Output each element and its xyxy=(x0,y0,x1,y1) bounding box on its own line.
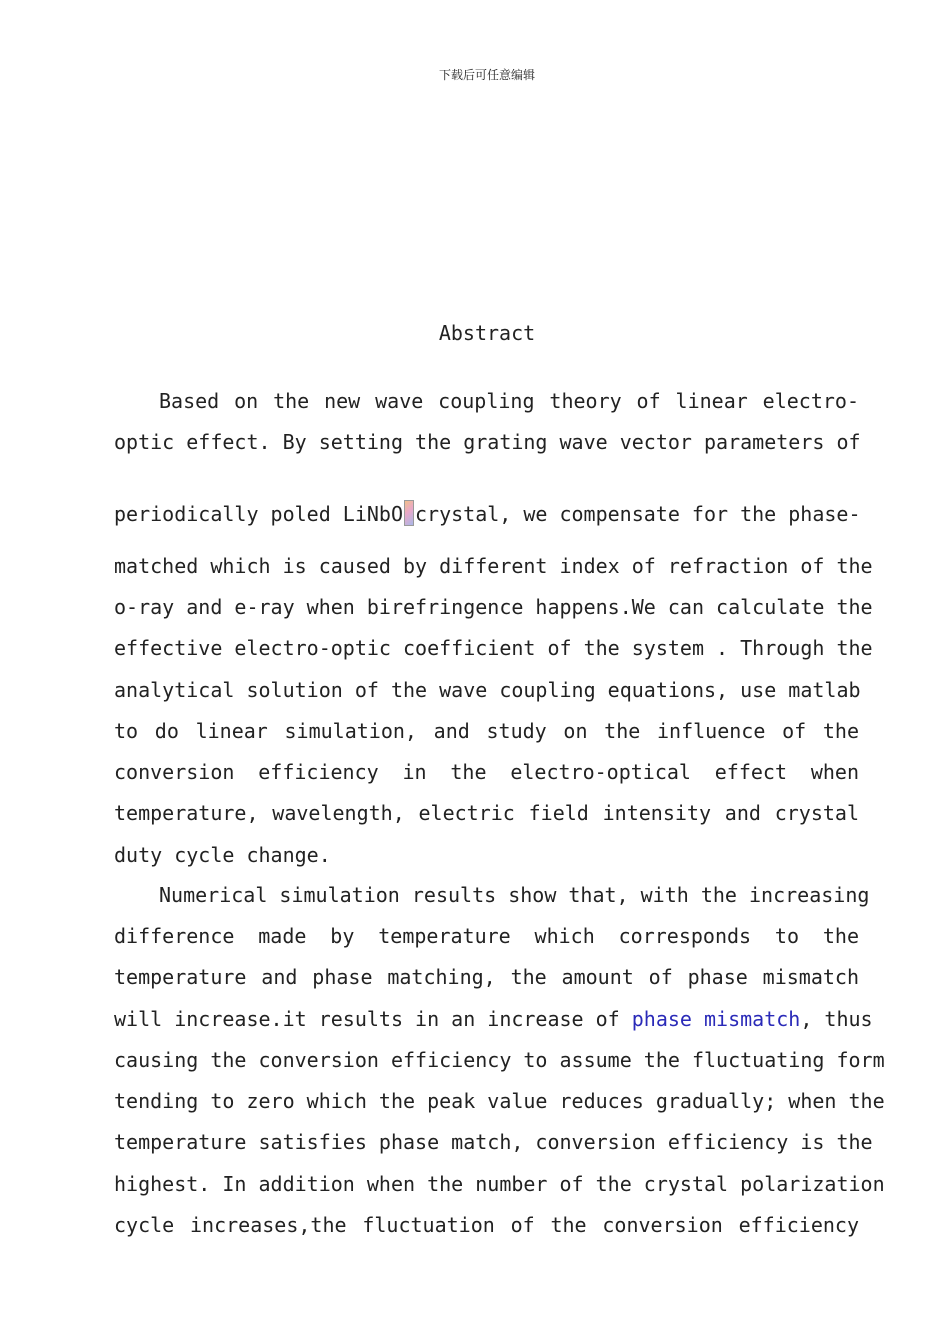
paragraph-line: Numerical simulation results show that, with the increasing xyxy=(159,883,870,907)
page-header-note: 下载后可任意编辑 xyxy=(438,68,535,82)
phase-mismatch-link[interactable]: phase mismatch xyxy=(631,1007,801,1031)
paragraph-line: cycle increases,the fluctuation of the conversion efficiency xyxy=(114,1213,859,1237)
paragraph-line: temperature and phase matching, the amount of phase mismatch xyxy=(114,965,859,989)
paragraph-line: o-ray and e-ray when birefringence happens.We can calculate the xyxy=(114,595,873,619)
paragraph-line: to do linear simulation, and study on the influence of the xyxy=(114,719,859,743)
paragraph-line: conversion efficiency in the electro-optical effect when xyxy=(114,760,859,784)
abstract-title: Abstract xyxy=(438,321,536,345)
line-text: periodically poled LiNbO xyxy=(114,502,403,526)
paragraph-line: Based on the new wave coupling theory of linear electro- xyxy=(159,389,859,413)
paragraph-line: temperature, wavelength, electric field intensity and crystal xyxy=(114,801,859,825)
line-text: crystal, we compensate for the phase- xyxy=(414,502,861,526)
paragraph-line: optic effect. By setting the grating wave vector parameters of xyxy=(114,430,861,454)
paragraph-line xyxy=(114,500,859,526)
paragraph-line: duty cycle change. xyxy=(114,843,331,867)
paragraph-line: difference made by temperature which corresponds to the xyxy=(114,924,859,948)
paragraph-line xyxy=(114,1006,873,1032)
paragraph-line: tending to zero which the peak value reduces gradually; when the xyxy=(114,1089,885,1113)
paragraph-line: causing the conversion efficiency to assume the fluctuating form xyxy=(114,1048,885,1072)
paragraph-line: temperature satisfies phase match, conversion efficiency is the xyxy=(114,1130,873,1154)
line-text: will increase.it results in an increase of xyxy=(114,1007,632,1031)
line-text: , thus xyxy=(800,1007,873,1031)
paragraph-line: analytical solution of the wave coupling equations, use matlab xyxy=(114,678,861,702)
paragraph-line: highest. In addition when the number of the crystal polarization xyxy=(114,1172,885,1196)
embedded-formula-image xyxy=(404,500,414,526)
paragraph-line: matched which is caused by different index of refraction of the xyxy=(114,554,873,578)
paragraph-line: effective electro-optic coefficient of the system . Through the xyxy=(114,636,873,660)
